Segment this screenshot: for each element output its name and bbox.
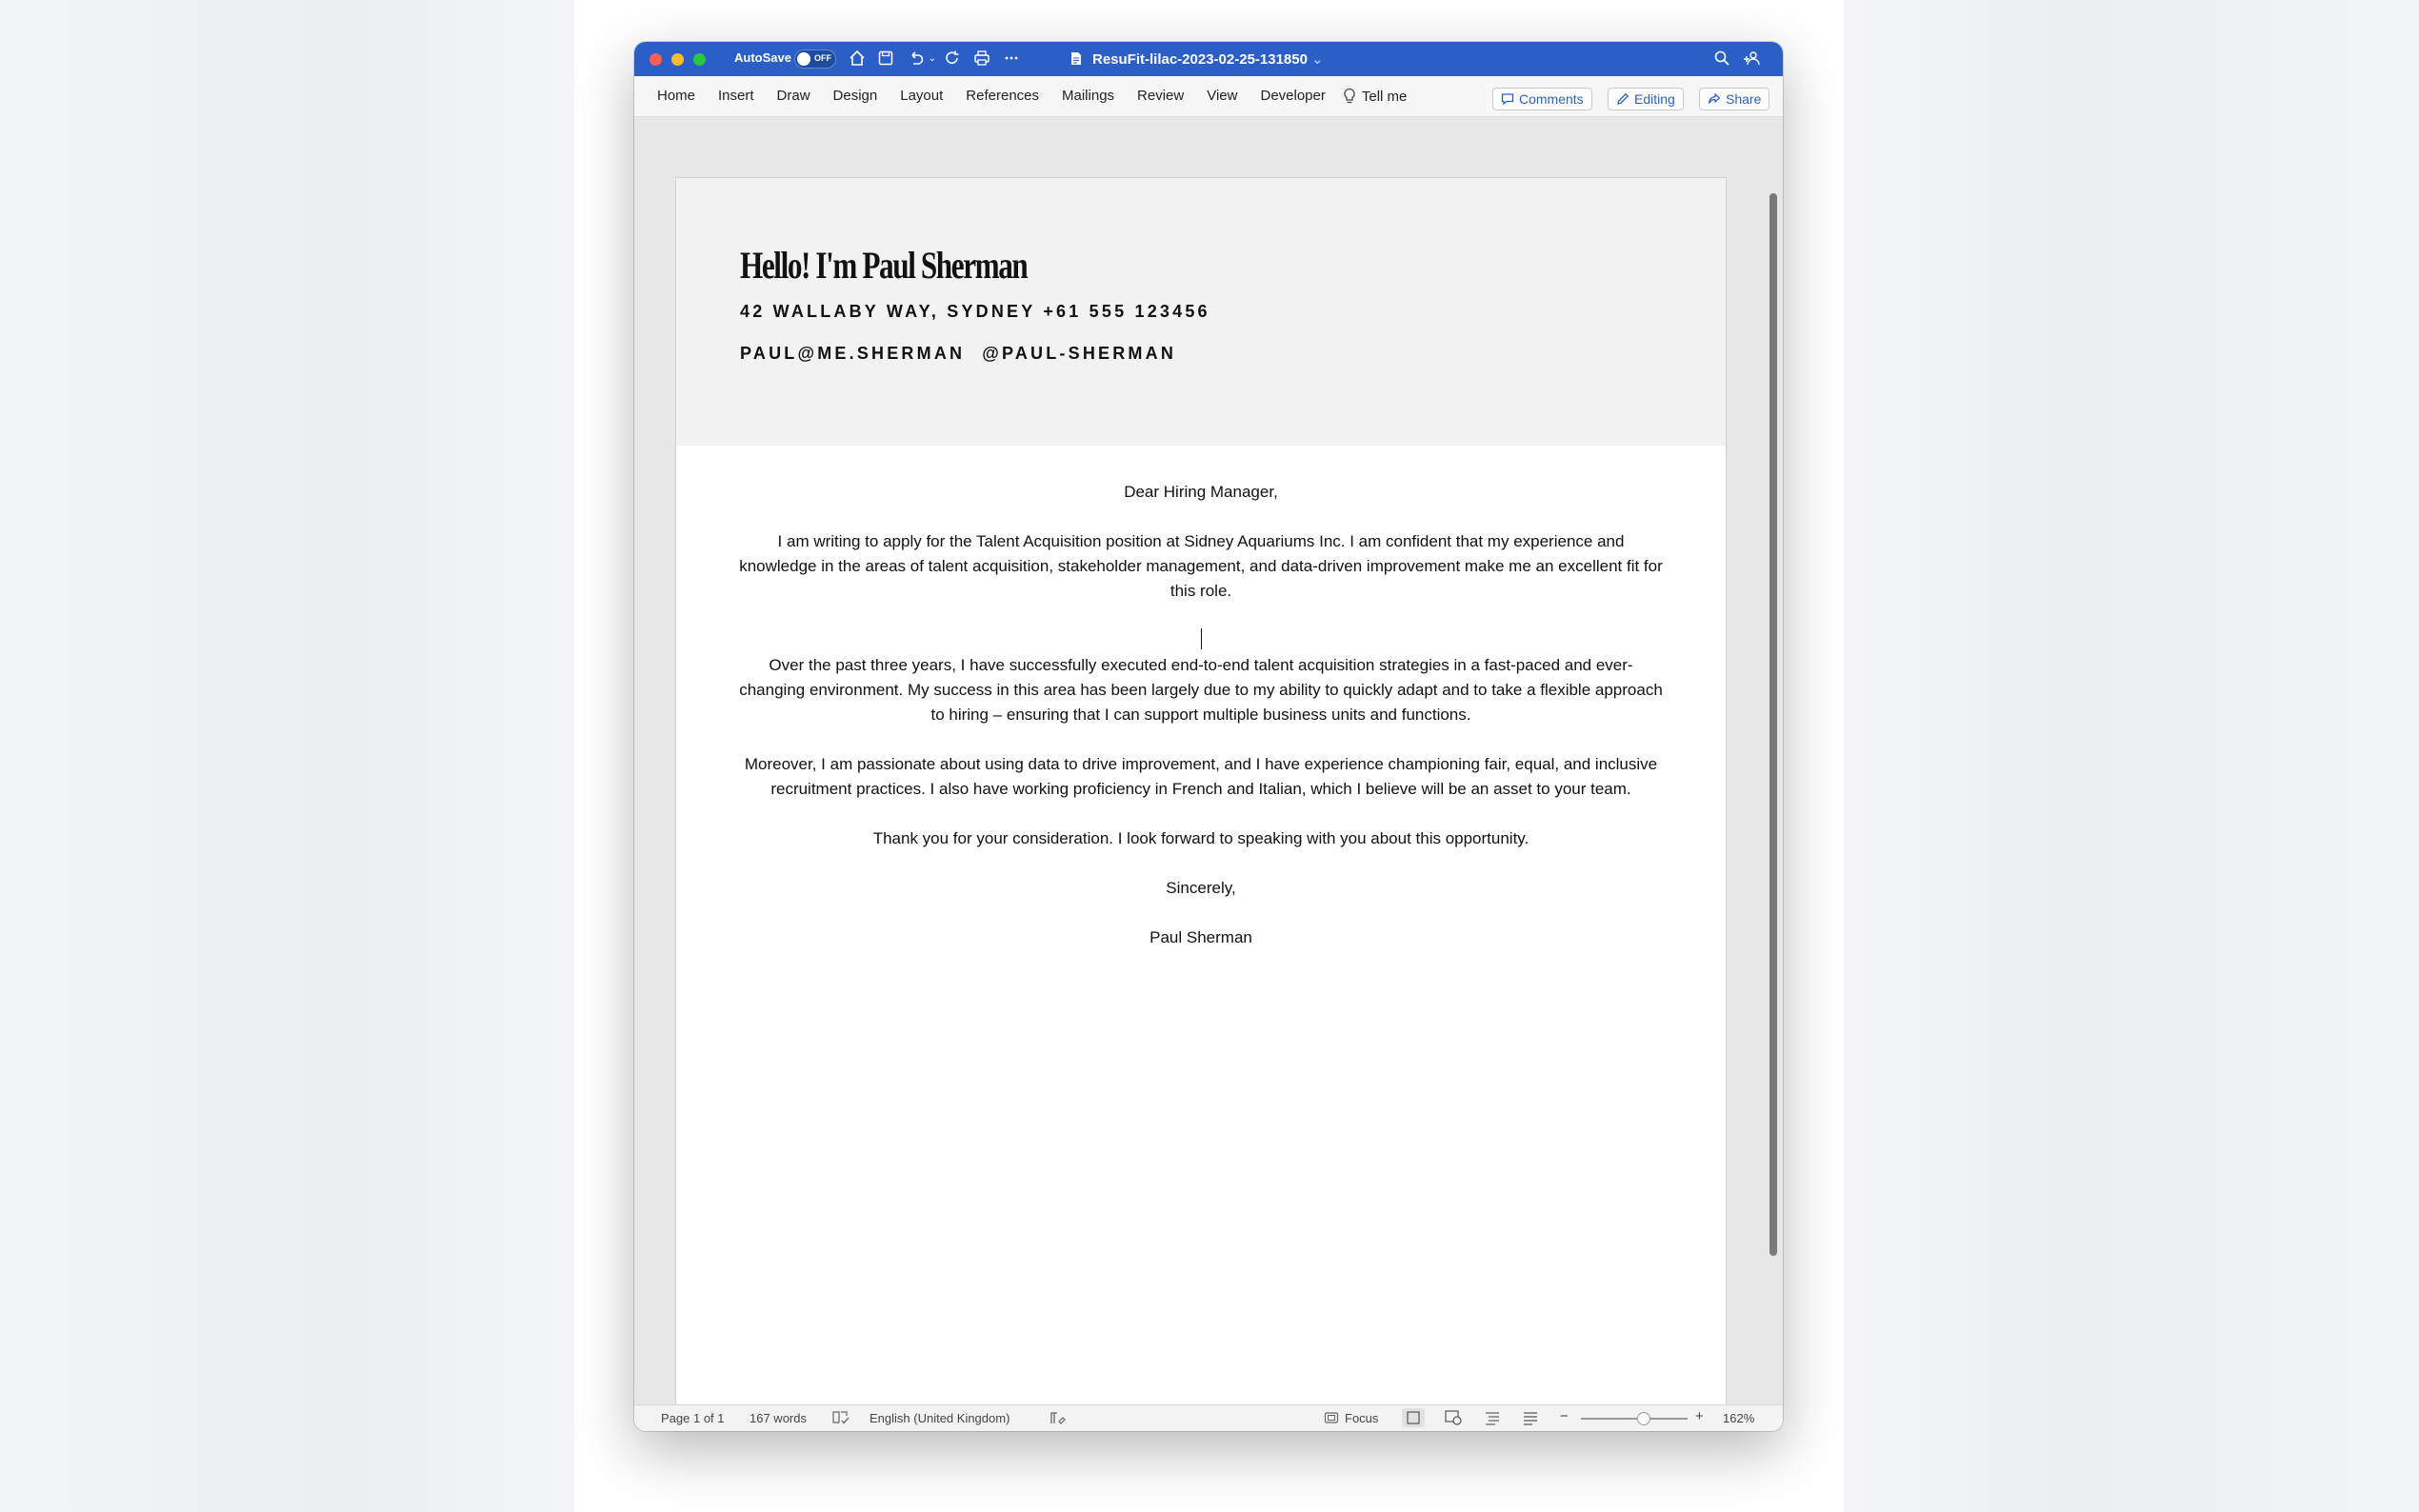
ribbon-tabs <box>646 76 1407 116</box>
tab-design[interactable]: Design <box>832 88 878 104</box>
print-layout-icon[interactable] <box>1402 1408 1425 1427</box>
close-window-button[interactable] <box>650 53 662 66</box>
desktop-background-left <box>0 0 574 1512</box>
address-line: 42 WALLABY WAY, SYDNEY +61 555 123456 <box>740 302 1210 321</box>
focus-icon[interactable] <box>1324 1410 1339 1428</box>
draft-icon[interactable] <box>1522 1410 1539 1428</box>
document-canvas[interactable] <box>634 117 1783 1431</box>
comments-button[interactable] <box>1492 88 1592 110</box>
tab-review[interactable]: Review <box>1137 88 1185 104</box>
contact-line <box>740 344 1176 364</box>
document-file-icon <box>1070 51 1082 66</box>
autosave-label: AutoSave <box>734 50 791 65</box>
pencil-icon <box>1616 92 1629 106</box>
share-label: Share <box>1726 91 1762 107</box>
tab-mailings[interactable]: Mailings <box>1062 88 1115 104</box>
document-title[interactable] <box>1092 50 1324 68</box>
tab-view[interactable]: View <box>1207 88 1238 104</box>
status-bar <box>634 1404 1783 1431</box>
zoom-in-button[interactable]: + <box>1695 1408 1704 1424</box>
comments-label: Comments <box>1519 91 1584 107</box>
email-text: PAUL@ME.SHERMAN <box>740 344 966 363</box>
focus-label[interactable]: Focus <box>1345 1411 1379 1425</box>
outline-icon[interactable] <box>1484 1410 1501 1428</box>
title-bar <box>634 42 1783 76</box>
minimize-window-button[interactable] <box>671 53 684 66</box>
undo-icon[interactable] <box>907 50 926 69</box>
share-people-icon[interactable] <box>1742 50 1761 69</box>
accessibility-icon[interactable] <box>1050 1410 1067 1428</box>
word-count[interactable]: 167 words <box>750 1411 807 1425</box>
share-button[interactable] <box>1699 88 1769 110</box>
letter-body[interactable] <box>739 480 1663 975</box>
language-indicator[interactable]: English (United Kingdom) <box>870 1411 1010 1425</box>
letter-header <box>676 178 1726 446</box>
autosave-state: OFF <box>814 53 831 63</box>
toggle-knob <box>797 52 810 66</box>
zoom-slider-knob[interactable] <box>1637 1412 1650 1425</box>
undo-dropdown-icon[interactable]: ⌄ <box>928 53 937 64</box>
paragraph-3: Moreover, I am passionate about using data to drive improvement, and I have experience championing fair, equal, and inclusive recruitment practices. I also have working proficiency in French and Italian, which I believe will be an asset to your team. <box>744 755 1658 798</box>
tell-me-search[interactable] <box>1343 88 1408 105</box>
document-page[interactable] <box>676 178 1726 1431</box>
editing-button[interactable] <box>1608 88 1684 110</box>
maximize-window-button[interactable] <box>693 53 706 66</box>
tell-me-label: Tell me <box>1361 88 1408 105</box>
tab-layout[interactable]: Layout <box>900 88 944 104</box>
salutation: Dear Hiring Manager, <box>1124 483 1278 501</box>
tab-draw[interactable]: Draw <box>776 88 810 104</box>
redo-icon[interactable] <box>943 50 962 69</box>
paragraph-4: Thank you for your consideration. I look forward to speaking with you about this opportunity. <box>872 829 1529 847</box>
share-icon <box>1708 92 1721 106</box>
lightbulb-icon <box>1343 88 1356 105</box>
zoom-level[interactable]: 162% <box>1723 1411 1755 1425</box>
empty-paragraph <box>739 628 1663 653</box>
text-cursor <box>1201 628 1202 649</box>
greeting-heading: Hello! I'm Paul Sherman <box>740 244 1028 287</box>
comment-icon <box>1501 92 1514 106</box>
proofing-icon[interactable] <box>832 1410 850 1428</box>
tab-references[interactable]: References <box>966 88 1040 104</box>
tab-insert[interactable]: Insert <box>718 88 754 104</box>
tab-home[interactable]: Home <box>657 88 696 104</box>
autosave-toggle[interactable] <box>794 50 836 69</box>
signature: Paul Sherman <box>1150 928 1252 946</box>
page-count[interactable]: Page 1 of 1 <box>661 1411 725 1425</box>
handle-text: @PAUL-SHERMAN <box>982 344 1177 363</box>
paragraph-2: Over the past three years, I have successfully executed end-to-end talent acquisition strategies in a fast-paced and ever-changing environment. My success in this area has been largely due to my ability to quickly adapt and to take a flexible approach to hiring – ensuring that I can support multiple business units and functions. <box>739 656 1663 724</box>
word-window <box>634 42 1783 1431</box>
zoom-slider-track[interactable] <box>1581 1418 1688 1420</box>
editing-label: Editing <box>1634 91 1675 107</box>
closing: Sincerely, <box>1166 879 1236 897</box>
paragraph-1: I am writing to apply for the Talent Acquisition position at Sidney Aquariums Inc. I am confident that my experience and knowledge in the areas of talent acquisition, stakeholder management, and data-driven improvement make me an excellent fit for this role. <box>739 532 1663 600</box>
save-icon[interactable] <box>876 50 895 69</box>
web-layout-icon[interactable] <box>1444 1409 1463 1429</box>
more-icon[interactable] <box>1002 50 1021 69</box>
tab-developer[interactable]: Developer <box>1260 88 1326 104</box>
vertical-scrollbar[interactable] <box>1769 193 1777 1256</box>
zoom-out-button[interactable]: − <box>1560 1408 1569 1424</box>
home-icon[interactable] <box>848 50 867 69</box>
search-icon[interactable] <box>1712 50 1731 69</box>
desktop-background-right <box>1844 0 2419 1512</box>
title-chevron-icon: ⌄ <box>1310 51 1324 68</box>
print-icon[interactable] <box>972 50 991 69</box>
document-title-text: ResuFit-lilac-2023-02-25-131850 <box>1092 51 1308 68</box>
